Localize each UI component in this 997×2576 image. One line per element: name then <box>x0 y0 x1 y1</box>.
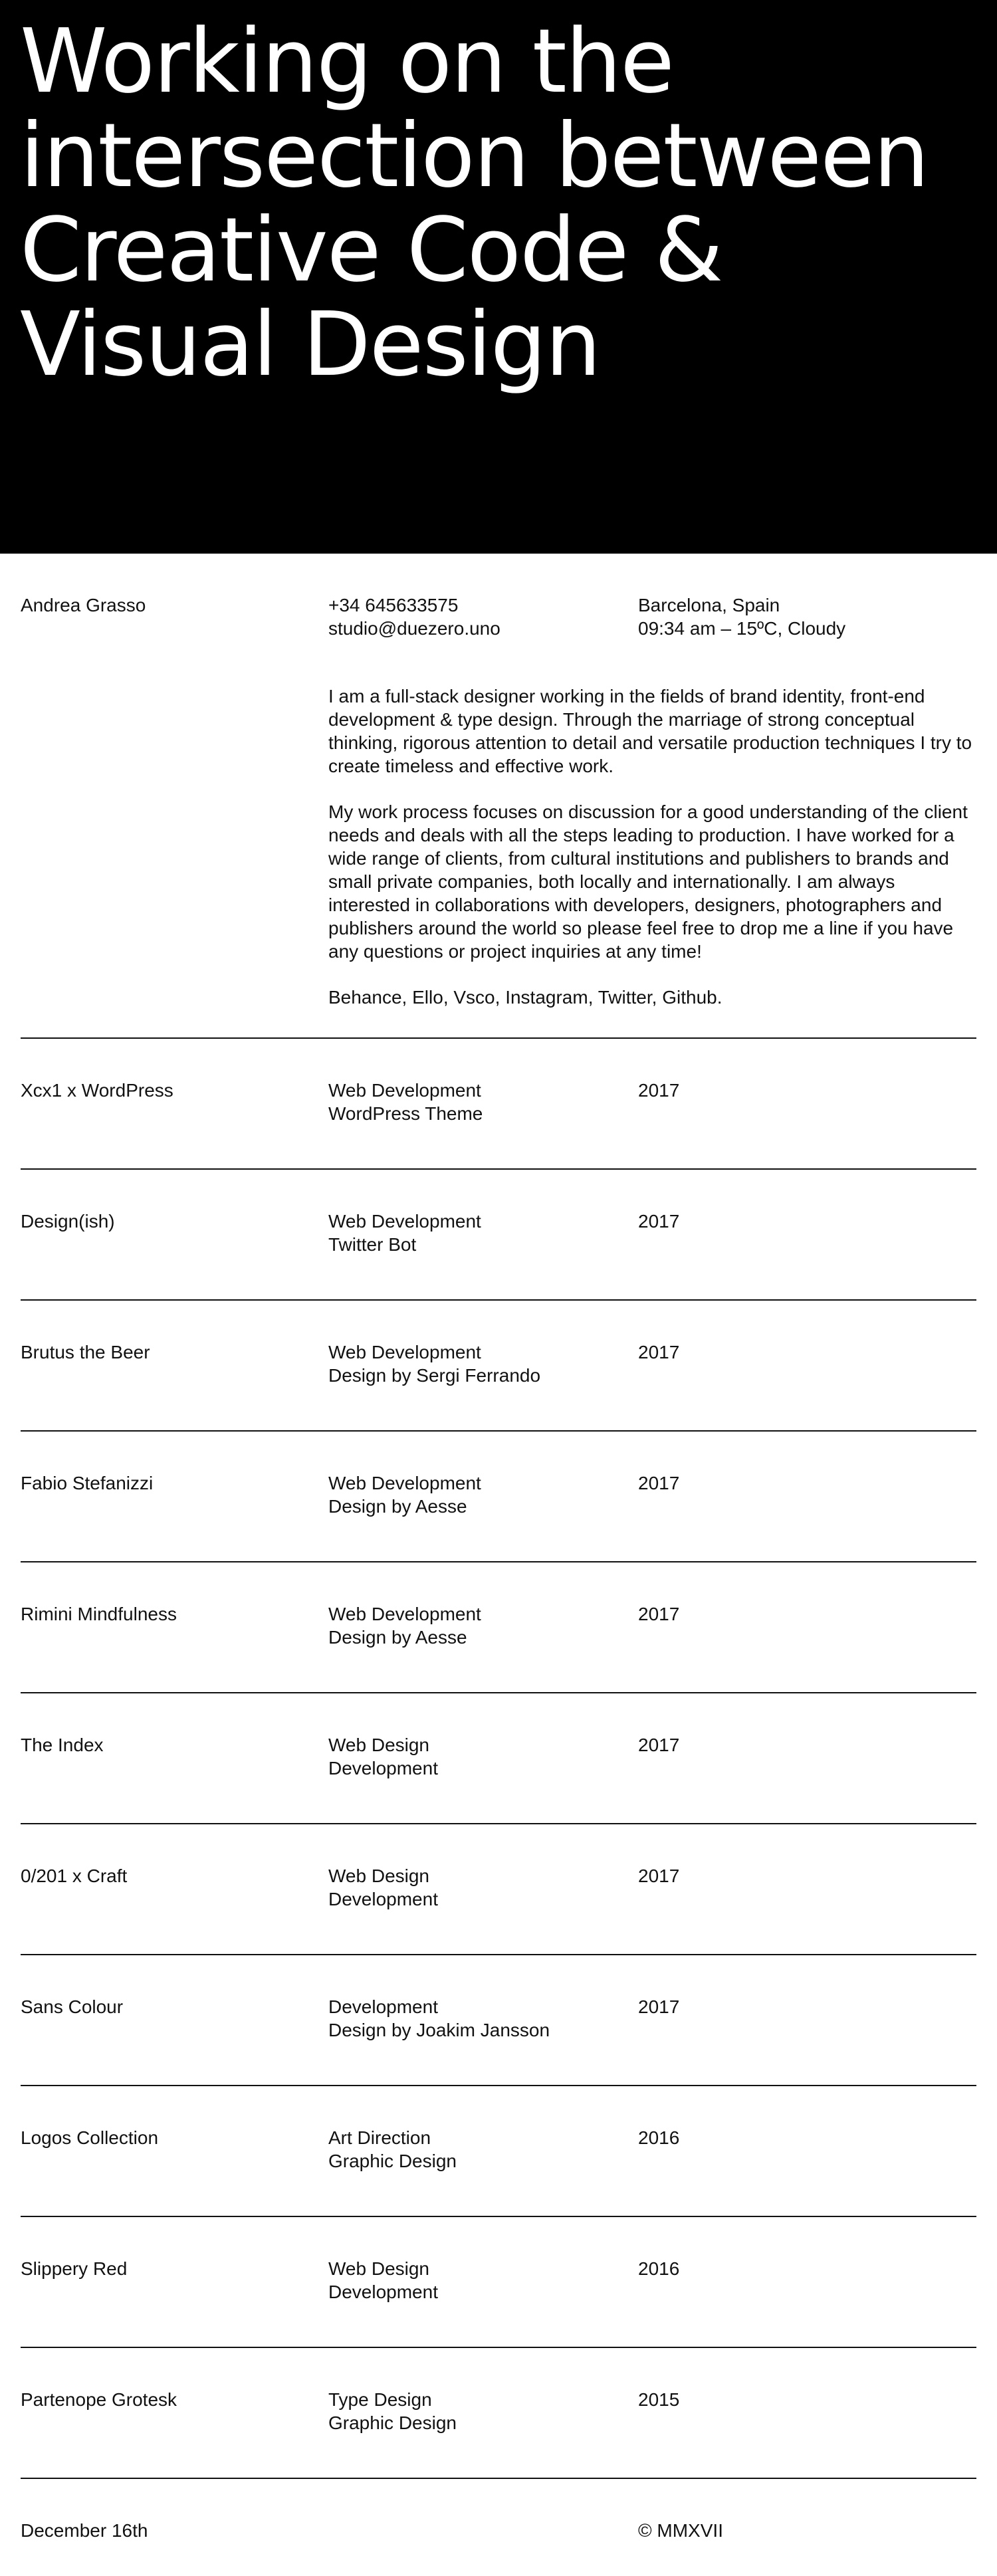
project-row[interactable] <box>21 1037 976 1168</box>
project-row[interactable] <box>21 1823 976 1954</box>
project-services <box>328 2126 457 2173</box>
footer-date: December 16th <box>21 2520 148 2541</box>
project-year: 2017 <box>638 1996 680 2017</box>
project-row[interactable] <box>21 1430 976 1561</box>
project-service: Development <box>328 2282 438 2302</box>
hero-banner <box>0 0 997 554</box>
social-link-ello[interactable]: Ello <box>412 987 443 1008</box>
time-weather-text: 09:34 am – 15ºC, Cloudy <box>638 618 846 639</box>
project-year: 2017 <box>638 1211 680 1232</box>
project-year: 2016 <box>638 2127 680 2148</box>
hero-line: intersection between <box>20 105 929 207</box>
project-row[interactable] <box>21 1561 976 1692</box>
project-service: Design by Aesse <box>328 1627 467 1648</box>
project-row[interactable] <box>21 1954 976 2085</box>
project-services <box>328 1995 550 2042</box>
project-row[interactable] <box>21 1692 976 1823</box>
project-row[interactable] <box>21 2216 976 2347</box>
contact-block <box>328 593 500 640</box>
project-service: Web Development <box>328 1604 481 1624</box>
project-services <box>328 1864 438 1911</box>
project-services <box>328 2257 438 2304</box>
hero-line: Working on the <box>20 11 673 113</box>
about-paragraph: I am a full-stack designer working in the fields of brand identity, front-end development & type design. Through the marriage of strong conceptual thinking, rigorous attention to detail and versatile production techniques I try to create timeless and effective work. <box>328 686 972 776</box>
project-service: Web Development <box>328 1211 481 1232</box>
project-services <box>328 1471 481 1518</box>
project-service: Web Design <box>328 2258 430 2279</box>
social-link-behance[interactable]: Behance <box>328 987 402 1008</box>
project-services <box>328 1210 481 1256</box>
project-list <box>0 1037 997 2478</box>
social-link-instagram[interactable]: Instagram <box>505 987 588 1008</box>
hero-line: Visual Design <box>20 294 600 396</box>
project-name[interactable]: Brutus the Beer <box>21 1342 150 1362</box>
project-service: Web Design <box>328 1735 430 1755</box>
footer-copyright: © MMXVII <box>638 2520 723 2541</box>
project-year: 2015 <box>638 2389 680 2410</box>
email-link[interactable]: studio@duezero.uno <box>328 618 500 639</box>
project-service: Web Development <box>328 1342 481 1362</box>
project-row[interactable] <box>21 2085 976 2216</box>
about-text <box>328 685 980 1009</box>
social-link-vsco[interactable]: Vsco <box>453 987 495 1008</box>
hero-line: Creative Code & <box>20 199 722 302</box>
project-services <box>328 1341 540 1387</box>
project-year: 2017 <box>638 1866 680 1886</box>
project-year: 2017 <box>638 1080 680 1101</box>
project-year: 2017 <box>638 1473 680 1493</box>
phone-link[interactable]: +34 645633575 <box>328 595 459 615</box>
project-service: Development <box>328 1758 438 1778</box>
project-service: Design by Joakim Jansson <box>328 2020 550 2040</box>
info-section <box>0 554 997 1037</box>
project-service: Type Design <box>328 2389 432 2410</box>
project-name[interactable]: Logos Collection <box>21 2127 159 2148</box>
project-year: 2017 <box>638 1735 680 1755</box>
project-service: Web Development <box>328 1473 481 1493</box>
project-name[interactable]: Fabio Stefanizzi <box>21 1473 154 1493</box>
project-row[interactable] <box>21 1299 976 1430</box>
project-service: Twitter Bot <box>328 1234 417 1255</box>
project-service: Design by Aesse <box>328 1496 467 1517</box>
project-name[interactable]: Design(ish) <box>21 1211 115 1232</box>
project-name[interactable]: Sans Colour <box>21 1996 124 2017</box>
project-service: WordPress Theme <box>328 1103 483 1124</box>
page-footer <box>21 2478 976 2559</box>
author-name: Andrea Grasso <box>21 595 146 615</box>
social-link-github[interactable]: Github <box>662 987 717 1008</box>
project-row[interactable] <box>21 1168 976 1299</box>
project-name[interactable]: The Index <box>21 1735 104 1755</box>
project-name[interactable]: Partenope Grotesk <box>21 2389 177 2410</box>
project-year: 2016 <box>638 2258 680 2279</box>
project-name[interactable]: 0/201 x Craft <box>21 1866 128 1886</box>
location-text: Barcelona, Spain <box>638 595 780 615</box>
project-service: Design by Sergi Ferrando <box>328 1365 541 1386</box>
social-link-twitter[interactable]: Twitter <box>598 987 652 1008</box>
project-service: Development <box>328 1996 438 2017</box>
project-service: Development <box>328 1889 438 1909</box>
project-service: Web Development <box>328 1080 481 1101</box>
project-name[interactable]: Rimini Mindfulness <box>21 1604 177 1624</box>
project-services <box>328 1733 438 1780</box>
project-services <box>328 2388 457 2434</box>
project-name[interactable]: Xcx1 x WordPress <box>21 1080 173 1101</box>
project-service: Graphic Design <box>328 2413 457 2433</box>
about-paragraph: My work process focuses on discussion for a good understanding of the client needs and deals with all the steps leading to production. I have worked for a wide range of clients, from cultural institutions and publishers to brands and small private companies, both locally and internationally. I am always interested in collaborations with developers, designers, photographers and publishers around the world so please feel free to drop me a line if you have any questions or project inquiries at any time! <box>328 802 968 962</box>
project-year: 2017 <box>638 1604 680 1624</box>
hero-headline <box>20 11 977 396</box>
project-service: Web Design <box>328 1866 430 1886</box>
project-name[interactable]: Slippery Red <box>21 2258 128 2279</box>
project-service: Graphic Design <box>328 2151 457 2171</box>
project-row[interactable] <box>21 2347 976 2478</box>
project-service: Art Direction <box>328 2127 431 2148</box>
project-services <box>328 1602 481 1649</box>
location-block <box>638 593 845 640</box>
social-links: Behance, Ello, Vsco, Instagram, Twitter, Github. <box>328 987 722 1008</box>
project-services <box>328 1079 483 1125</box>
project-year: 2017 <box>638 1342 680 1362</box>
